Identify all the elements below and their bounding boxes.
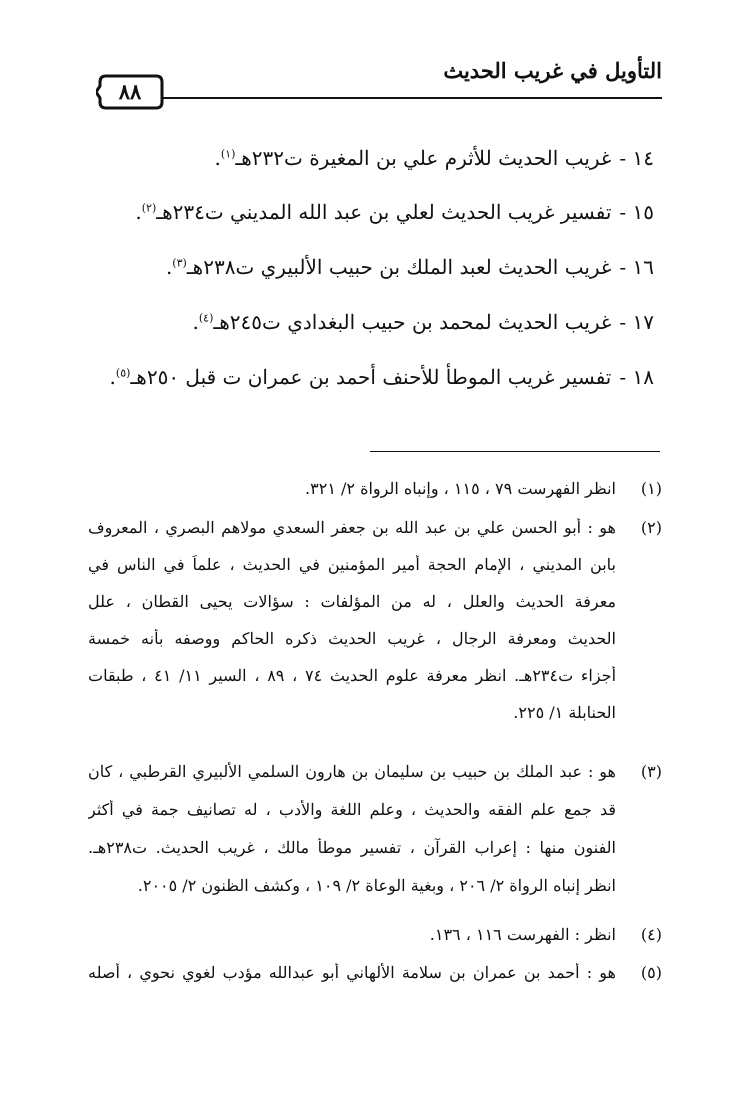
- list-item: ١٤ -غريب الحديث للأثرم علي بن المغيرة ت٢٣٢هـ$^{(١)}$.: [214, 146, 654, 170]
- list-item-text: غريب الحديث للأثرم علي بن المغيرة ت٢٣٢هـ: [235, 146, 612, 170]
- footnote-line: انظر الفهرست ٧٩ ، ١١٥ ، وإنباه الرواة ٢/ ٣٢١.: [305, 479, 616, 498]
- running-header-title: التأويل في غريب الحديث: [443, 58, 662, 83]
- footnote-line: أجزاء ت٢٣٤هـ. انظر معرفة علوم الحديث ٧٤ ، ٨٩ ، السير ١١/ ٤١ ، طبقات: [88, 666, 616, 685]
- footnote-line: انظر : الفهرست ١١٦ ، ١٣٦.: [429, 925, 616, 944]
- list-item-number: ١٥ -: [619, 200, 654, 224]
- footnote-line: بابن المديني ، الإمام الحجة أمير المؤمنين في الحديث ، علماً في الناس في: [88, 555, 616, 574]
- list-item-number: ١٧ -: [619, 310, 654, 334]
- footnote-line: انظر إنباه الرواة ٢/ ٢٠٦ ، وبغية الوعاة ٢/ ١٠٩ ، وكشف الظنون ٢/ ٢٠٠٥.: [137, 876, 616, 895]
- footnote-line: معرفة الحديث والعلل ، له من المؤلفات : سؤالات يحيى القطان ، علل: [88, 592, 616, 611]
- footnote-ref[interactable]: (٣): [172, 256, 187, 270]
- list-item: ١٨ -تفسير غريب الموطأ للأحنف أحمد بن عمران ت قبل ٢٥٠هـ$^{(٥)}$.: [109, 365, 654, 389]
- list-item-text: غريب الحديث لمحمد بن حبيب البغدادي ت٢٤٥هـ: [213, 310, 612, 334]
- footnote-ref[interactable]: (٢): [141, 201, 157, 215]
- footnote-line: هو : أحمد بن عمران بن سلامة الألهاني أبو عبدالله مؤدب لغوي نحوي ، أصله: [88, 963, 616, 982]
- footnote-line: الحنابلة ١/ ٢٢٥.: [513, 703, 616, 722]
- footnote-separator: [370, 451, 660, 452]
- footnote-line: قد جمع علم الفقه والحديث ، وعلم اللغة والأدب ، له تصانيف جمة في أكثر: [88, 800, 616, 819]
- list-item: ١٧ -غريب الحديث لمحمد بن حبيب البغدادي ت٢٤٥هـ$^{(٤)}$.: [192, 310, 654, 334]
- list-item-number: ١٤ -: [619, 146, 654, 170]
- footnote-line: هو : أبو الحسن علي بن عبد الله بن جعفر السعدي مولاهم البصري ، المعروف: [88, 518, 616, 537]
- footnote-ref[interactable]: (٥): [115, 366, 131, 380]
- list-item-number: ١٦ -: [619, 255, 654, 279]
- list-item-text: غريب الحديث لعبد الملك بن حبيب الألبيري ت٢٣٨هـ: [186, 255, 612, 279]
- footnote-number: (١): [640, 479, 662, 498]
- footnote-line: الحديث ومعرفة الرجال ، غريب الحديث ذكره الحاكم ووصفه بأنه خمسة: [88, 629, 616, 648]
- footnote-number: (٢): [640, 518, 662, 537]
- footnote-ref[interactable]: (٤): [198, 311, 214, 325]
- list-item: ١٦ -غريب الحديث لعبد الملك بن حبيب الألبيري ت٢٣٨هـ$^{(٣)}$.: [165, 255, 654, 279]
- footnote-line: هو : عبد الملك بن حبيب بن سليمان بن هارون السلمي الألبيري القرطبي ، كان: [88, 762, 616, 781]
- page-number-badge: [96, 74, 164, 110]
- footnote-number: (٣): [640, 762, 662, 781]
- footnote-number: (٤): [640, 925, 662, 944]
- footnote-number: (٥): [640, 963, 662, 982]
- page-number: ٨٨: [118, 79, 142, 104]
- list-item-text: تفسير غريب الموطأ للأحنف أحمد بن عمران ت قبل ٢٥٠هـ: [130, 365, 612, 389]
- list-item: ١٥ -تفسير غريب الحديث لعلي بن عبد الله المديني ت٢٣٤هـ$^{(٢)}$.: [135, 200, 654, 224]
- header-rule: [150, 97, 662, 99]
- list-item-text: تفسير غريب الحديث لعلي بن عبد الله المديني ت٢٣٤هـ: [156, 200, 612, 224]
- footnote-ref[interactable]: (١): [220, 147, 236, 161]
- footnote-line: الفنون منها : إعراب القرآن ، تفسير موطأ مالك ، غريب الحديث. ت٢٣٨هـ.: [88, 838, 616, 857]
- list-item-number: ١٨ -: [619, 365, 654, 389]
